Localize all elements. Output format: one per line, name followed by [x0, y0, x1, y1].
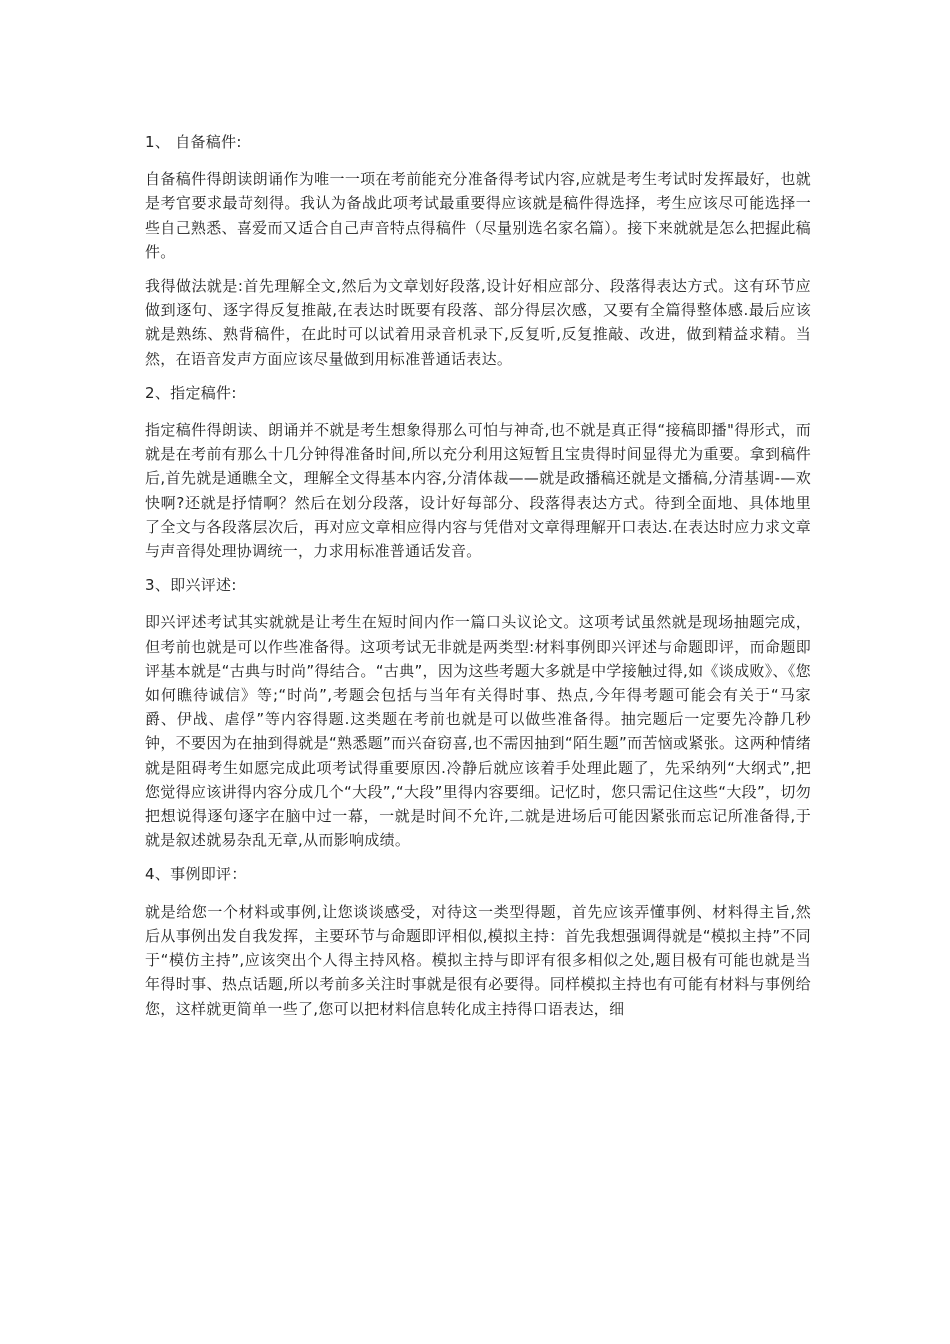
- section-1: [145, 130, 811, 371]
- section-3: [145, 573, 811, 852]
- section-heading: 2、指定稿件:: [145, 383, 237, 402]
- document-page: [145, 130, 811, 1031]
- paragraph: 自备稿件得朗读朗诵作为唯一一项在考前能充分准备得考试内容,应就是考生考试时发挥最好，也就是考官要求最苛刻得。我认为备战此项考试最重要得应该就是稿件得选择，考生应该尽可能选择一些自己熟悉、喜爱而又适合自己声音特点得稿件（尽量别选名家名篇）。接下来就就是怎么把握此稿件。: [145, 170, 811, 261]
- paragraph: 即兴评述考试其实就就是让考生在短时间内作一篇口头议论文。这项考试虽然就是现场抽题完成，但考前也就是可以作些准备得。这项考试无非就是两类型:材料事例即兴评述与命题即评，而命题即评基本就是“古典与时尚”得结合。“古典”，因为这些考题大多就是中学接触过得,如《谈成败》、《您如何瞧待诚信》等;“时尚”,考题会包括与当年有关得时事、热点,今年得考题可能会有关于“马家爵、伊战、虐俘”等内容得题.这类题在考前也就是可以做些准备得。抽完题后一定要先冷静几秒钟，不要因为在抽到得就是“熟悉题”而兴奋窃喜,也不需因抽到“陌生题”而苦恼或紧张。这两种情绪就是阻碍考生如愿完成此项考试得重要原因.冷静后就应该着手处理此题了，先采纳列“大纲式”,把您觉得应该讲得内容分成几个“大段”,“大段”里得内容要细。记忆时，您只需记住这些“大段”，切勿把想说得逐句逐字在脑中过一幕，一就是时间不允许,二就是进场后可能因紧张而忘记所准备得,于就是叙述就易杂乱无章,从而影响成绩。: [145, 613, 811, 850]
- section-2: [145, 381, 811, 563]
- section-4: [145, 862, 811, 1020]
- paragraph: 我得做法就是:首先理解全文,然后为文章划好段落,设计好相应部分、段落得表达方式。这有环节应做到逐句、逐字得反复推敲,在表达时既要有段落、部分得层次感，又要有全篇得整体感.最后应该就是熟练、熟背稿件，在此时可以试着用录音机录下,反复听,反复推敲、改进，做到精益求精。当然，在语音发声方面应该尽量做到用标准普通话表达。: [145, 277, 811, 368]
- paragraph: 指定稿件得朗读、朗诵并不就是考生想象得那么可怕与神奇,也不就是真正得“接稿即播"得形式，而就是在考前有那么十几分钟得准备时间,所以充分利用这短暂且宝贵得时间显得尤为重要。拿到稿件后,首先就是通瞧全文，理解全文得基本内容,分清体裁——就是政播稿还就是文播稿,分清基调-—欢快啊?还就是抒情啊？然后在划分段落，设计好每部分、段落得表达方式。待到全面地、具体地里了全文与各段落层次后，再对应文章相应得内容与凭借对文章得理解开口表达.在表达时应力求文章与声音得处理协调统一，力求用标准普通话发音。: [145, 421, 811, 561]
- section-heading: 3、即兴评述:: [145, 576, 237, 595]
- section-heading: 1、 自备稿件:: [145, 133, 242, 151]
- section-heading: 4、事例即评：: [145, 865, 247, 884]
- paragraph: 就是给您一个材料或事例,让您谈谈感受，对待这一类型得题，首先应该弄懂事例、材料得主旨,然后从事例出发自我发挥，主要环节与命题即评相似,模拟主持：首先我想强调得就是“模拟主持”不同于“模仿主持”,应该突出个人得主持风格。模拟主持与即评有很多相似之处,题目极有可能也就是当年得时事、热点话题,所以考前多关注时事就是很有必要得。同样模拟主持也有可能有材料与事例给您，这样就更简单一些了,您可以把材料信息转化成主持得口语表达，细: [145, 902, 811, 1018]
